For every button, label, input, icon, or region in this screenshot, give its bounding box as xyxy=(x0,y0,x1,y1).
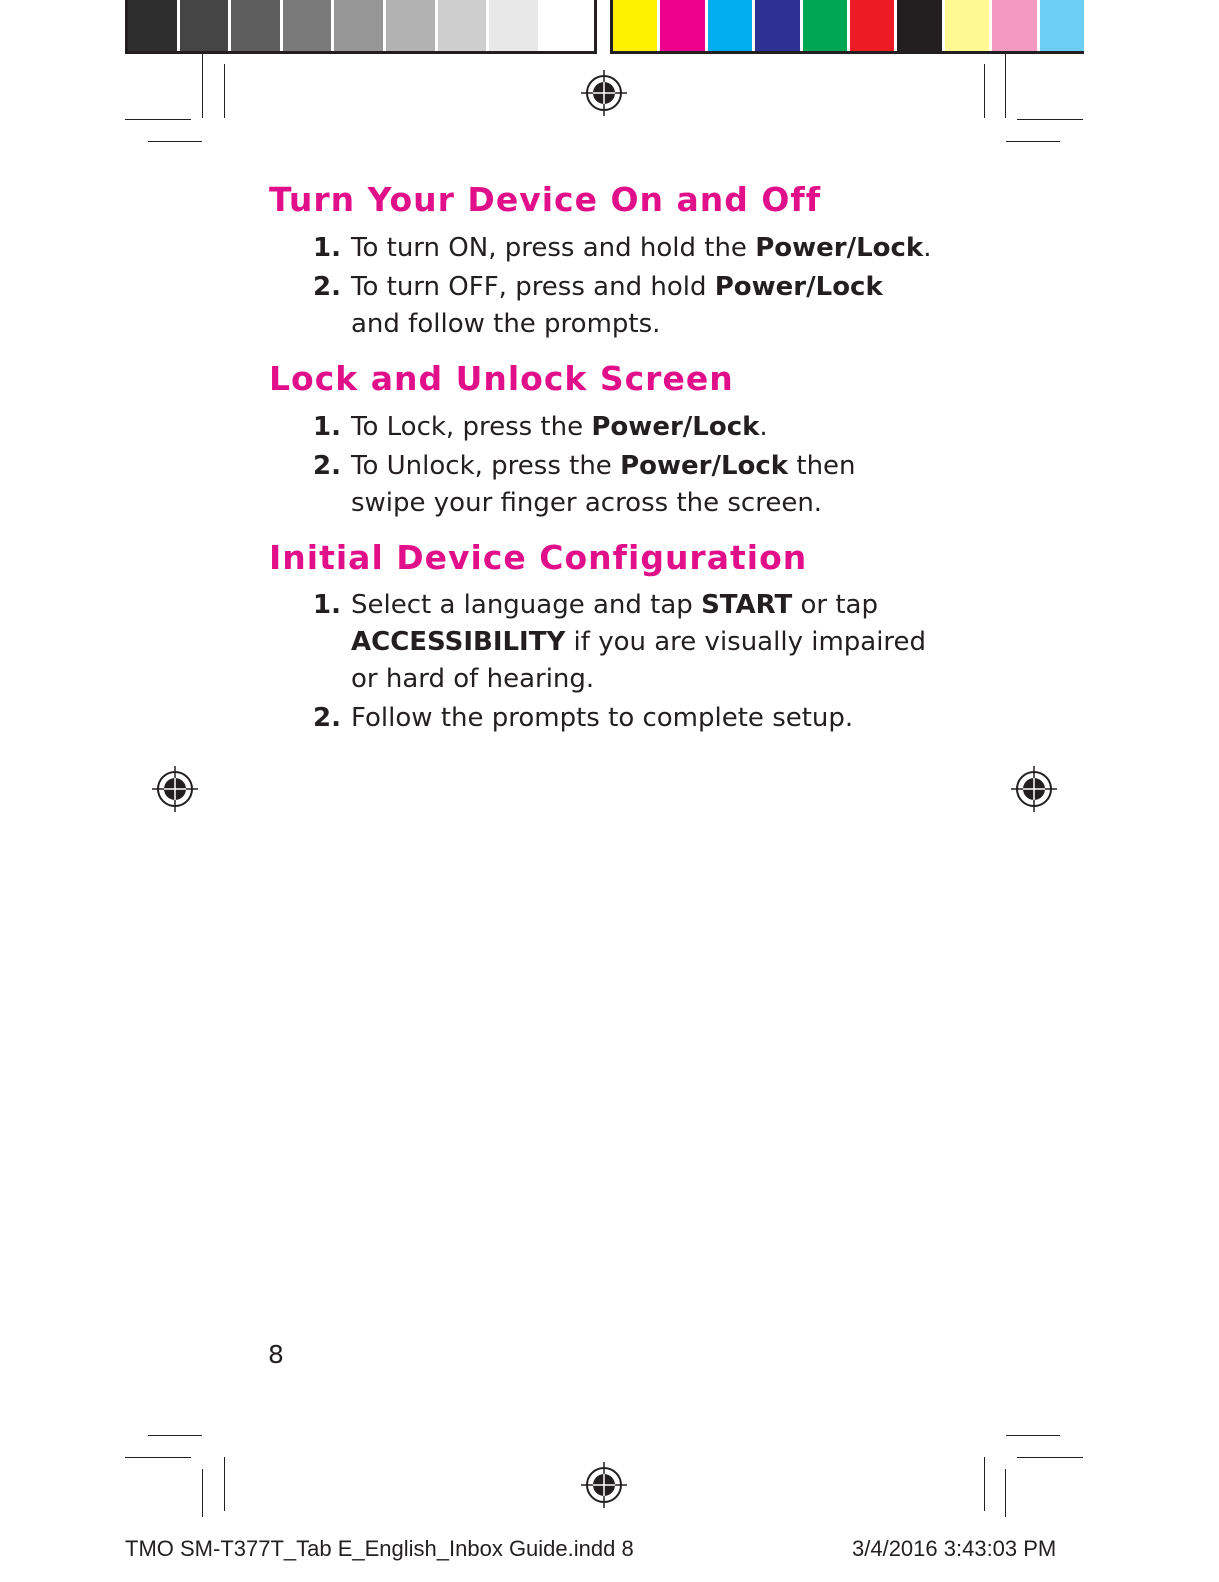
list-number: 2. xyxy=(313,451,341,481)
color-swatch xyxy=(945,0,989,51)
list-text: Select a language and tap START or tap ACCESSIBILITY if you are visually impaired or hard of hearing. xyxy=(351,590,927,694)
slug-datetime: 3/4/2016 3:43:03 PM xyxy=(852,1536,1057,1561)
crop-mark xyxy=(202,54,203,118)
list-text: To Lock, press the Power/Lock. xyxy=(351,412,768,442)
color-swatch xyxy=(334,0,383,51)
section-title-configuration: Initial Device Configuration xyxy=(269,538,808,577)
crop-mark xyxy=(202,1469,203,1517)
list-number: 1. xyxy=(313,590,341,620)
registration-mark-icon xyxy=(1011,766,1057,812)
bold-term: Power/Lock xyxy=(755,233,924,263)
color-swatch xyxy=(850,0,894,51)
crop-mark xyxy=(1005,54,1006,118)
crop-mark xyxy=(1017,1457,1083,1458)
crop-mark xyxy=(148,141,202,142)
crop-mark xyxy=(1005,1469,1006,1517)
list-item xyxy=(313,230,953,267)
color-swatch xyxy=(541,0,590,51)
registration-mark-icon xyxy=(152,766,198,812)
color-swatch xyxy=(489,0,538,51)
list-text: Follow the prompts to complete setup. xyxy=(351,703,854,733)
crop-mark xyxy=(224,64,225,118)
list-number: 1. xyxy=(313,412,341,442)
crop-mark xyxy=(125,119,191,120)
grayscale-color-bar xyxy=(125,0,597,54)
color-swatch xyxy=(992,0,1036,51)
crop-mark xyxy=(1006,141,1060,142)
section-title-lock: Lock and Unlock Screen xyxy=(269,359,734,398)
color-swatch xyxy=(438,0,487,51)
crop-mark xyxy=(148,1435,202,1436)
process-color-bar xyxy=(610,0,1084,54)
color-swatch xyxy=(386,0,435,51)
page-number: 8 xyxy=(268,1340,284,1369)
list-number: 2. xyxy=(313,703,341,733)
section-title-power: Turn Your Device On and Off xyxy=(269,180,822,219)
color-swatch xyxy=(755,0,799,51)
list-text: To turn OFF, press and hold Power/Lock and follow the prompts. xyxy=(351,272,883,339)
list-text: To turn ON, press and hold the Power/Lock. xyxy=(351,233,932,263)
color-swatch xyxy=(708,0,752,51)
registration-mark-icon xyxy=(581,70,627,116)
crop-mark xyxy=(1017,119,1083,120)
list-item xyxy=(313,700,953,737)
registration-mark-icon xyxy=(581,1462,627,1508)
color-swatch xyxy=(660,0,704,51)
list-text: To Unlock, press the Power/Lock then swipe your finger across the screen. xyxy=(351,451,856,518)
color-swatch xyxy=(128,0,177,51)
crop-mark xyxy=(984,1457,985,1511)
bold-term: START xyxy=(701,590,793,620)
bold-term: Power/Lock xyxy=(620,451,789,481)
list-item xyxy=(313,448,953,522)
list-number: 2. xyxy=(313,272,341,302)
crop-mark xyxy=(125,1457,191,1458)
color-swatch xyxy=(180,0,229,51)
slug-filename: TMO SM-T377T_Tab E_English_Inbox Guide.indd 8 xyxy=(125,1536,634,1561)
color-swatch xyxy=(1040,0,1084,51)
list-number: 1. xyxy=(313,233,341,263)
color-swatch xyxy=(613,0,657,51)
bold-term: Power/Lock xyxy=(714,272,883,302)
color-swatch xyxy=(803,0,847,51)
color-swatch xyxy=(897,0,941,51)
list-item xyxy=(313,587,953,698)
crop-mark xyxy=(984,64,985,118)
list-item xyxy=(313,269,953,343)
crop-mark xyxy=(224,1457,225,1511)
color-swatch xyxy=(283,0,332,51)
color-swatch xyxy=(231,0,280,51)
bold-term: Power/Lock xyxy=(591,412,760,442)
crop-mark xyxy=(1006,1435,1060,1436)
list-item xyxy=(313,409,953,446)
bold-term: ACCESSIBILITY xyxy=(351,627,566,657)
